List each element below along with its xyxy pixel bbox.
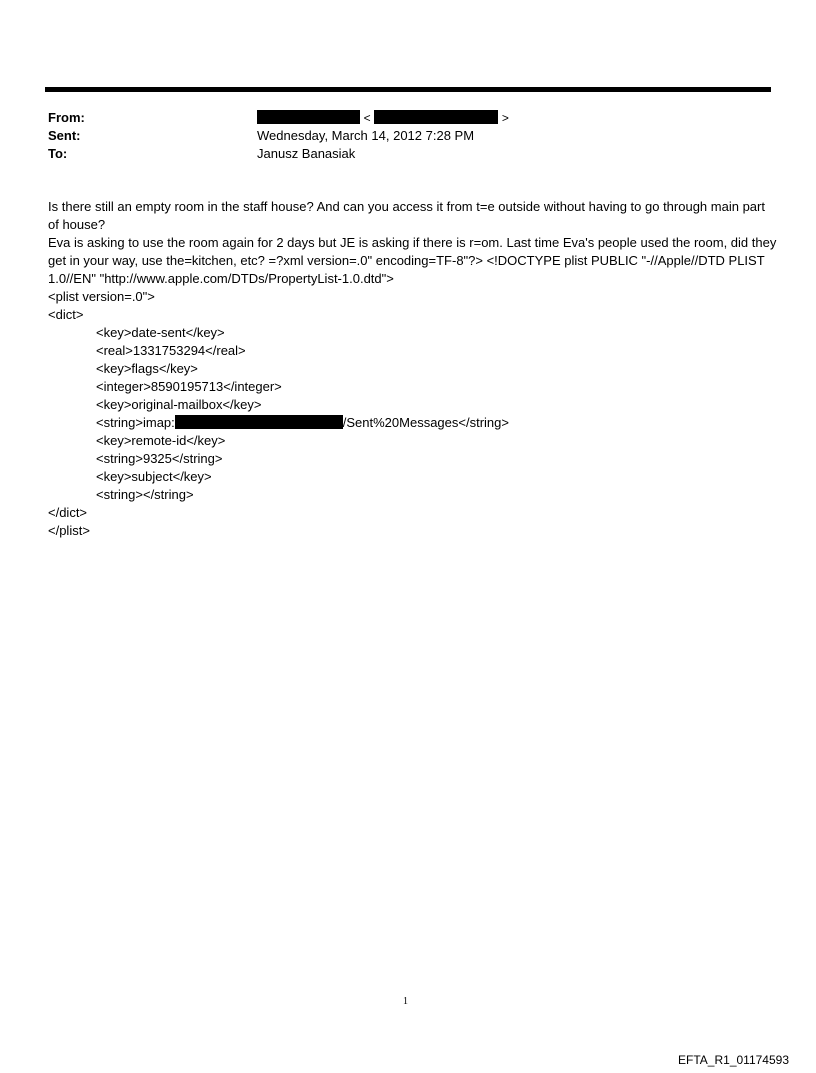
redacted-mailbox-account [175, 415, 343, 429]
real-value: <real>1331753294</real> [96, 343, 246, 358]
string-remote-id: <string>9325</string> [96, 451, 223, 466]
plist-open-tag: <plist version=.0"> [48, 289, 155, 304]
redacted-sender-email [374, 110, 498, 124]
header-divider [45, 87, 771, 92]
key-remote-id: <key>remote-id</key> [96, 433, 226, 448]
dict-close-tag: </dict> [48, 505, 88, 520]
integer-value: <integer>8590195713</integer> [96, 379, 282, 394]
to-value: Janusz Banasiak [257, 146, 356, 161]
from-angle-open: < [363, 111, 371, 125]
email-body [48, 198, 778, 540]
body-paragraph-1: Is there still an empty room in the staff house? And can you access it from t=e outside without having to go through main part of house? [48, 199, 765, 232]
key-original-mailbox: <key>original-mailbox</key> [96, 397, 262, 412]
key-date-sent: <key>date-sent</key> [96, 325, 225, 340]
to-label: To: [48, 146, 68, 161]
plist-close-tag: </plist> [48, 523, 90, 538]
string-imap-line [48, 414, 778, 432]
string-subject: <string></string> [96, 487, 194, 502]
sent-value: Wednesday, March 14, 2012 7:28 PM [257, 128, 475, 143]
key-subject: <key>subject</key> [96, 469, 212, 484]
body-paragraph-2: Eva is asking to use the room again for 2 days but JE is asking if there is r=om. Last time Eva's people used the room, did they get in your way, use the=kitchen, etc? =?xml version=.0" encoding=TF-8"?> <!DOCTYPE plist PUBLIC "-//Apple//DTD PLIST 1.0//EN" "http://www.apple.com/DTDs/PropertyList-1.0.dtd"> [48, 235, 777, 286]
from-angle-close: > [501, 111, 509, 125]
from-value [257, 109, 509, 127]
string-imap-prefix: <string>imap: [96, 415, 175, 430]
redacted-sender-name [257, 110, 360, 124]
key-flags: <key>flags</key> [96, 361, 198, 376]
string-imap-suffix: /Sent%20Messages</string> [342, 415, 509, 430]
page-number: 1 [403, 996, 408, 1007]
from-label: From: [48, 110, 85, 125]
sent-label: Sent: [48, 128, 81, 143]
bates-number: EFTA_R1_01174593 [678, 1053, 789, 1067]
dict-open-tag: <dict> [48, 307, 84, 322]
